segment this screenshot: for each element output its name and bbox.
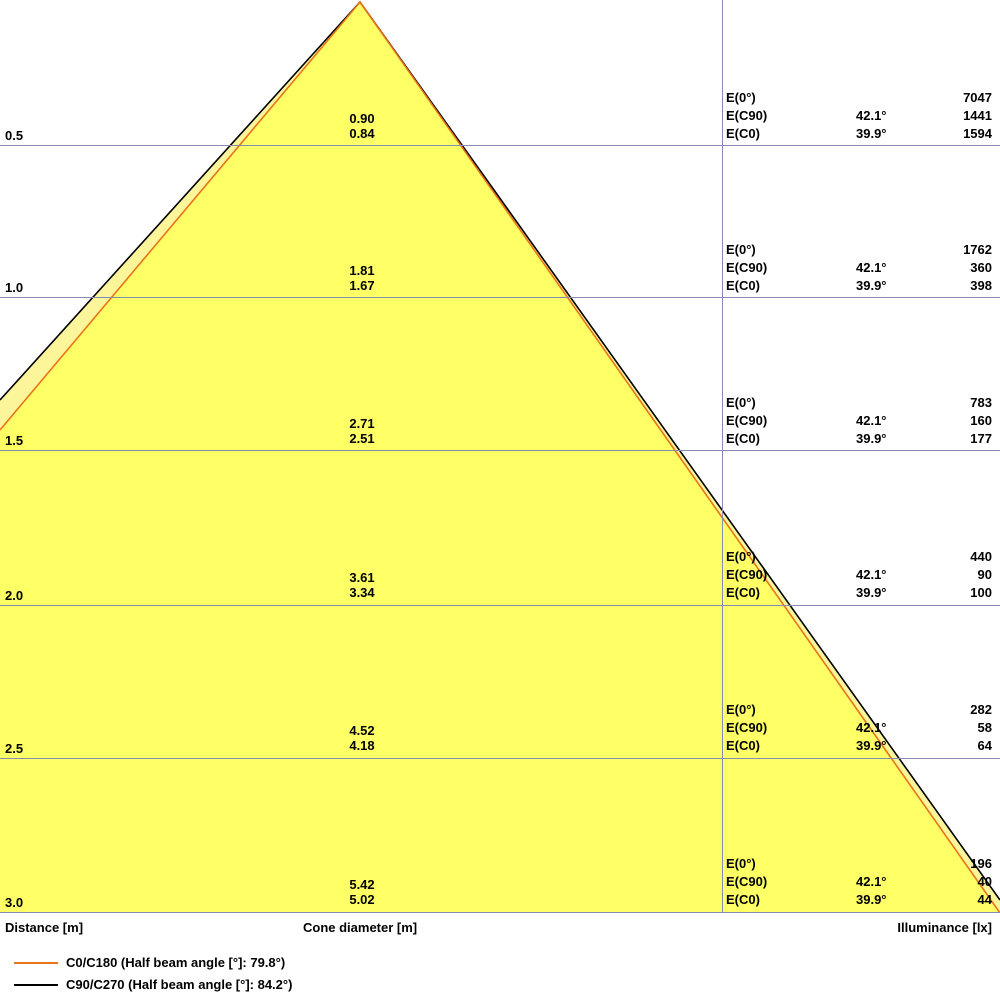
illuminance-value: 58 bbox=[977, 720, 992, 735]
legend-item-c0-c180 bbox=[0, 952, 1000, 974]
illuminance-key: E(C0) bbox=[726, 278, 760, 293]
cone-diameter-c90-value: 5.42 bbox=[349, 877, 375, 892]
illuminance-key: E(C0) bbox=[726, 431, 760, 446]
distance-label-1-0: 1.0 bbox=[5, 280, 24, 295]
cone-diameter-c90-value: 4.52 bbox=[349, 723, 375, 738]
cone-diameter-c0-value: 3.34 bbox=[349, 585, 375, 600]
axis-caption-cone-diameter: Cone diameter [m] bbox=[303, 920, 418, 935]
illuminance-row bbox=[726, 394, 998, 412]
cone-diameter-c0-value: 1.67 bbox=[349, 278, 375, 293]
illuminance-value: 44 bbox=[977, 892, 992, 907]
illuminance-row bbox=[726, 566, 998, 584]
illuminance-key: E(C90) bbox=[726, 720, 768, 735]
illuminance-value: 64 bbox=[977, 738, 992, 753]
illuminance-key: E(C90) bbox=[726, 567, 768, 582]
illuminance-key: E(C0) bbox=[726, 126, 760, 141]
legend-line-icon-c0-c180 bbox=[14, 962, 58, 964]
illuminance-block-1-5 bbox=[726, 394, 998, 448]
illuminance-value: 440 bbox=[970, 549, 992, 564]
illuminance-key: E(C0) bbox=[726, 892, 760, 907]
illuminance-key: E(C0) bbox=[726, 738, 760, 753]
illuminance-value: 1441 bbox=[963, 108, 992, 123]
illuminance-value: 783 bbox=[970, 395, 992, 410]
illuminance-row bbox=[726, 277, 998, 295]
illuminance-block-1-0 bbox=[726, 241, 998, 295]
illuminance-key: E(0°) bbox=[726, 242, 756, 257]
cone-diameter-3-0 bbox=[272, 877, 452, 907]
cone-diameter-c0-value: 2.51 bbox=[349, 431, 375, 446]
cone-diameter-c90-value: 1.81 bbox=[349, 263, 375, 278]
gridline-2-5 bbox=[0, 758, 1000, 759]
legend-label: C90/C270 (Half beam angle [°]: 84.2°) bbox=[66, 977, 293, 992]
illuminance-key: E(C90) bbox=[726, 413, 768, 428]
illuminance-block-3-0 bbox=[726, 855, 998, 909]
illuminance-row bbox=[726, 107, 998, 125]
illuminance-key: E(0°) bbox=[726, 395, 756, 410]
illuminance-row bbox=[726, 891, 998, 909]
illuminance-value: 196 bbox=[970, 856, 992, 871]
axis-caption-illuminance: Illuminance [lx] bbox=[897, 920, 992, 935]
illuminance-angle: 42.1° bbox=[856, 874, 887, 889]
distance-label-2-5: 2.5 bbox=[5, 741, 24, 756]
illuminance-key: E(0°) bbox=[726, 549, 756, 564]
illuminance-angle: 42.1° bbox=[856, 108, 887, 123]
cone-diameter-c90-value: 0.90 bbox=[349, 111, 375, 126]
illuminance-key: E(C90) bbox=[726, 108, 768, 123]
illuminance-value: 40 bbox=[977, 874, 992, 889]
cone-diameter-0-5 bbox=[272, 111, 452, 141]
illuminance-row bbox=[726, 873, 998, 891]
illuminance-value: 90 bbox=[977, 567, 992, 582]
illuminance-row bbox=[726, 855, 998, 873]
illuminance-angle: 39.9° bbox=[856, 431, 887, 446]
illuminance-row bbox=[726, 701, 998, 719]
illuminance-key: E(C90) bbox=[726, 874, 768, 889]
legend-item-c90-c270 bbox=[0, 974, 1000, 996]
illuminance-row bbox=[726, 430, 998, 448]
illuminance-angle: 42.1° bbox=[856, 720, 887, 735]
illuminance-angle: 42.1° bbox=[856, 260, 887, 275]
legend-line-icon-c90-c270 bbox=[14, 984, 58, 986]
gridline-1-5 bbox=[0, 450, 1000, 451]
illuminance-angle: 39.9° bbox=[856, 126, 887, 141]
cone-diameter-c0-value: 4.18 bbox=[349, 738, 375, 753]
illuminance-row bbox=[726, 584, 998, 602]
illuminance-row bbox=[726, 412, 998, 430]
cone-diameter-2-5 bbox=[272, 723, 452, 753]
cone-diameter-2-0 bbox=[272, 570, 452, 600]
illuminance-angle: 39.9° bbox=[856, 278, 887, 293]
illuminance-row bbox=[726, 548, 998, 566]
cone-diameter-c90-value: 3.61 bbox=[349, 570, 375, 585]
legend-label: C0/C180 (Half beam angle [°]: 79.8°) bbox=[66, 955, 286, 970]
illuminance-angle: 42.1° bbox=[856, 567, 887, 582]
illuminance-value: 1762 bbox=[963, 242, 992, 257]
illuminance-row bbox=[726, 241, 998, 259]
illuminance-value: 360 bbox=[970, 260, 992, 275]
illuminance-angle: 42.1° bbox=[856, 413, 887, 428]
illuminance-value: 177 bbox=[970, 431, 992, 446]
cone-diameter-1-0 bbox=[272, 263, 452, 293]
illuminance-angle: 39.9° bbox=[856, 585, 887, 600]
distance-label-1-5: 1.5 bbox=[5, 433, 24, 448]
illuminance-block-2-5 bbox=[726, 701, 998, 755]
illuminance-block-0-5 bbox=[726, 89, 998, 143]
gridline-3-0 bbox=[0, 912, 1000, 913]
illuminance-row bbox=[726, 89, 998, 107]
illuminance-value: 100 bbox=[970, 585, 992, 600]
illuminance-row bbox=[726, 737, 998, 755]
cone-diameter-1-5 bbox=[272, 416, 452, 446]
illuminance-row bbox=[726, 719, 998, 737]
illuminance-value: 7047 bbox=[963, 90, 992, 105]
illuminance-value: 398 bbox=[970, 278, 992, 293]
illuminance-value: 282 bbox=[970, 702, 992, 717]
cone-diameter-c90-value: 2.71 bbox=[349, 416, 375, 431]
distance-label-3-0: 3.0 bbox=[5, 895, 24, 910]
illuminance-key: E(C90) bbox=[726, 260, 768, 275]
distance-label-0-5: 0.5 bbox=[5, 128, 24, 143]
illuminance-block-2-0 bbox=[726, 548, 998, 602]
illuminance-value: 160 bbox=[970, 413, 992, 428]
gridline-1-0 bbox=[0, 297, 1000, 298]
distance-label-2-0: 2.0 bbox=[5, 588, 24, 603]
legend bbox=[0, 952, 1000, 996]
illuminance-key: E(C0) bbox=[726, 585, 760, 600]
illuminance-row bbox=[726, 125, 998, 143]
gridline-2-0 bbox=[0, 605, 1000, 606]
cone-diameter-c0-value: 5.02 bbox=[349, 892, 375, 907]
cone-diameter-c0-value: 0.84 bbox=[349, 126, 375, 141]
illuminance-row bbox=[726, 259, 998, 277]
axis-caption-distance: Distance [m] bbox=[5, 920, 84, 935]
table-separator bbox=[722, 0, 723, 913]
illuminance-key: E(0°) bbox=[726, 856, 756, 871]
illuminance-key: E(0°) bbox=[726, 702, 756, 717]
illuminance-angle: 39.9° bbox=[856, 892, 887, 907]
illuminance-angle: 39.9° bbox=[856, 738, 887, 753]
illuminance-value: 1594 bbox=[963, 126, 992, 141]
gridline-0-5 bbox=[0, 145, 1000, 146]
illuminance-key: E(0°) bbox=[726, 90, 756, 105]
